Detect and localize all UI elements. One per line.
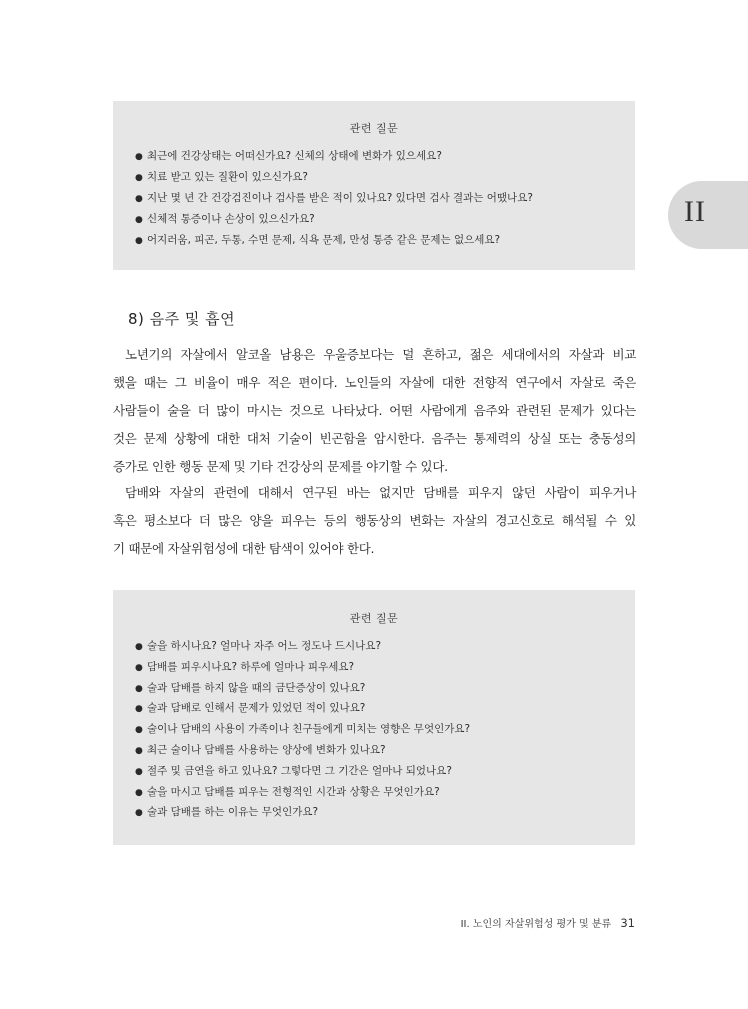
related-questions-box-alcohol-smoking [113, 590, 635, 845]
bullet-icon: ● [135, 745, 143, 756]
list-item [135, 719, 635, 740]
paragraph-line: 사람들이 술을 더 많이 마시는 것으로 나타났다. 어떤 사람에게 음주와 관련된 문제가 있다는 [113, 403, 636, 418]
question-text: 신체적 통증이나 손상이 있으신가요? [147, 213, 315, 225]
bullet-icon: ● [135, 766, 143, 777]
paragraph-line: 담배와 자살의 관련에 대해서 연구된 바는 없지만 담배를 피우지 않던 사람이 피우거나 [125, 485, 636, 500]
list-item [135, 167, 635, 188]
question-text: 술과 담배를 하는 이유는 무엇인가요? [147, 806, 319, 819]
page-number: 31 [620, 916, 635, 930]
box-title: 관련 질문 [349, 122, 399, 135]
paragraph-smoking [113, 479, 636, 563]
paragraph-line: 증가로 인한 행동 문제 및 기타 건강상의 문제를 야기할 수 있다. [113, 459, 448, 474]
bullet-icon: ● [135, 662, 143, 673]
paragraph-line: 것은 문제 상황에 대한 대처 기술이 빈곤함을 암시한다. 음주는 통제력의 상실 또는 충동성의 [113, 431, 636, 446]
list-item [135, 802, 635, 823]
list-item [135, 740, 635, 761]
question-text: 지난 몇 년 간 건강검진이나 검사를 받은 적이 있나요? 있다면 검사 결과는 어땠나요? [147, 192, 533, 204]
paragraph-line: 노년기의 자살에서 알코올 남용은 우울증보다는 덜 흔하고, 젊은 세대에서의 자살과 비교 [125, 347, 636, 362]
bullet-icon: ● [135, 215, 143, 225]
question-list [113, 146, 635, 251]
question-text: 어지러움, 피곤, 두통, 수면 문제, 식욕 문제, 만성 통증 같은 문제는 없으세요? [147, 234, 501, 246]
question-text: 술과 담배로 인해서 문제가 있었던 적이 있나요? [147, 702, 366, 715]
bullet-icon: ● [135, 173, 143, 183]
question-text: 술을 마시고 담배를 피우는 전형적인 시간과 상황은 무엇인가요? [147, 785, 440, 798]
bullet-icon: ● [135, 787, 143, 798]
list-item [135, 698, 635, 719]
paragraph-alcohol [113, 341, 636, 481]
list-item [135, 209, 635, 230]
question-text: 술을 하시나요? 얼마나 자주 어느 정도나 드시나요? [147, 640, 382, 652]
list-item [135, 230, 635, 251]
list-item [135, 678, 635, 699]
list-item [135, 657, 635, 678]
list-item [135, 188, 635, 209]
bullet-icon: ● [135, 152, 143, 162]
question-text: 술이나 담배의 사용이 가족이나 친구들에게 미치는 영향은 무엇인가요? [147, 723, 471, 736]
paragraph-line: 기 때문에 자살위험성에 대한 탐색이 있어야 한다. [113, 541, 375, 556]
question-text: 최근 술이나 담배를 사용하는 양상에 변화가 있나요? [147, 743, 386, 756]
bullet-icon: ● [135, 642, 143, 652]
chapter-tab [668, 181, 748, 249]
question-text: 치료 받고 있는 질환이 있으신가요? [147, 171, 308, 183]
question-text: 술과 담배를 하지 않을 때의 금단증상이 있나요? [147, 681, 366, 694]
bullet-icon: ● [135, 808, 143, 819]
box-title: 관련 질문 [349, 612, 399, 625]
chapter-tab-label: II [684, 195, 706, 228]
bullet-icon: ● [135, 704, 143, 715]
question-text: 최근에 건강상태는 어떠신가요? 신체의 상태에 변화가 있으세요? [147, 150, 442, 162]
question-text: 담배를 피우시나요? 하루에 얼마나 피우세요? [147, 660, 355, 673]
question-text: 절주 및 금연을 하고 있나요? 그렇다면 그 기간은 얼마나 되었나요? [147, 764, 452, 777]
question-list [113, 636, 635, 823]
section-heading: 8) 음주 및 흡연 [128, 310, 236, 328]
paragraph-line: 했을 때는 그 비율이 매우 적은 편이다. 노인들의 자살에 대한 전향적 연구에서 자살로 죽은 [113, 375, 636, 390]
bullet-icon: ● [135, 236, 143, 246]
list-item [135, 146, 635, 167]
running-footer-title: II. 노인의 자살위험성 평가 및 분류 [460, 919, 612, 930]
bullet-icon: ● [135, 725, 143, 736]
bullet-icon: ● [135, 683, 143, 694]
page-footer [461, 915, 635, 930]
list-item [135, 782, 635, 803]
bullet-icon: ● [135, 194, 143, 204]
paragraph-line: 혹은 평소보다 더 많은 양을 피우는 등의 행동상의 변화는 자살의 경고신호로 해석될 수 있 [113, 513, 636, 528]
related-questions-box-health [113, 101, 635, 270]
list-item [135, 636, 635, 657]
list-item [135, 761, 635, 782]
